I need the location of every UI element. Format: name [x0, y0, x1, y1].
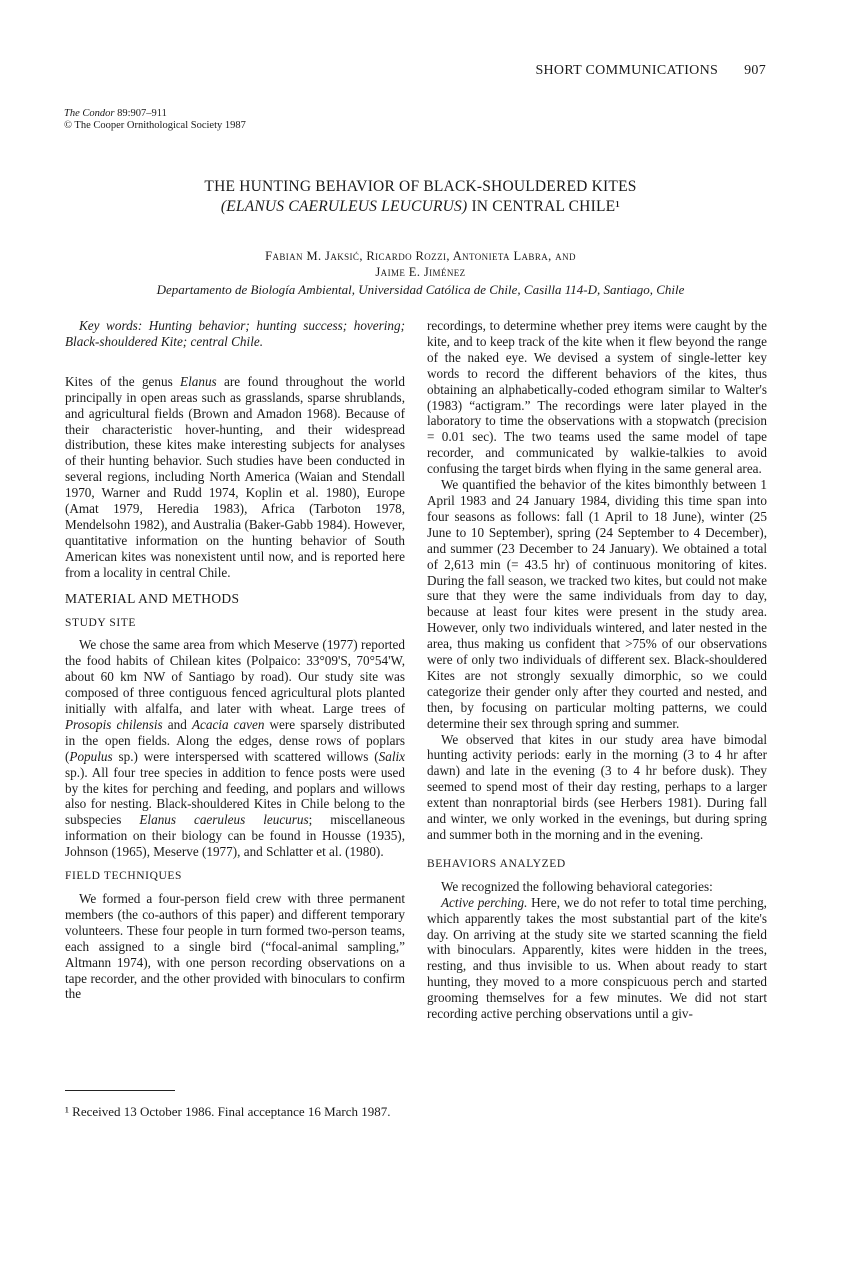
behavior-categories-intro: We recognized the following behavioral categories:: [441, 878, 713, 894]
title-line-2: [0, 197, 841, 217]
journal-citation: [64, 108, 246, 132]
running-head-section: SHORT COMMUNICATIONS: [535, 63, 719, 78]
subheading-behaviors: BEHAVIORS ANALYZED: [427, 857, 566, 870]
title-line-1: THE HUNTING BEHAVIOR OF BLACK-SHOULDERED KITES: [204, 178, 637, 195]
author-list: [0, 248, 841, 280]
footnote: ¹ Received 13 October 1986. Final acceptance 16 March 1987.: [65, 1104, 391, 1119]
footnote-divider: [65, 1090, 175, 1091]
authors-line-1: Fabian M. Jaksić, Ricardo Rozzi, Antonieta Labra, and: [265, 249, 576, 263]
title-species: (ELANUS CAERULEUS LEUCURUS): [220, 198, 468, 215]
activity-periods-paragraph: We observed that kites in our study area have bimodal hunting activity periods: early in the morning (3 to 4 hr after dawn) and late in the evening (3 to 4 hr before dusk). They seemed to spend most of their day resting, perhaps to a larger extent than nonraptorial birds (see Herbers 1981). During fall and winter, we only worked in the evenings, but during spring and summer both in the morning and in the evening.: [427, 731, 767, 842]
active-perching-paragraph: Active perching. Here, we do not refer to total time perching, which apparently takes the most substantial part of the kite's day. On arriving at the study site we started scanning the field with binoculars. Apparently, kites were hidden in the trees, resting, and thus invisible to us. When about ready to start hunting, they moved to a more conspicuous perch and started grooming themselves for a few minutes. We did not start recording active perching observations until a giv-: [427, 894, 767, 1022]
article-title: [0, 177, 841, 217]
study-site-paragraph: We chose the same area from which Meserve (1977) reported the food habits of Chilean kites (Polpaico: 33°09'S, 70°54'W, about 60 km NW of Santiago by road). Our study site was composed of three contiguous fenced agricultural plots planted initially with alfalfa, and later with wheat. Large trees of Prosopis chilensis and Acacia caven were sparsely distributed in the open fields. Along the edges, dense rows of poplars (Populus sp.) were interspersed with scattered willows (Salix sp.). All four tree species in addition to fence posts were used by the kites for perching and feeding, and poplars and willows also for nesting. Black-shouldered Kites in Chile belong to the subspecies Elanus caeruleus leucurus; miscellaneous information on their biology can be found in Housse (1935), Johnson (1965), Meserve (1977), and Schlatter et al. (1980).: [65, 637, 405, 860]
subheading-study-site: STUDY SITE: [65, 616, 137, 629]
keywords-label: Key words:: [79, 318, 143, 333]
intro-paragraph: Kites of the genus Elanus are found throughout the world principally in open areas such as grasslands, sparse shrublands, and agricultural fields (Brown and Amadon 1968). Because of their characteristic hover-hunting, and their widespread distribution, these kites make interesting subjects for analyses of their hunting behavior. Such studies have been conducted in several regions, including North America (Waian and Stendall 1970, Warner and Rudd 1974, Koplin et al. 1980), Europe (Amat 1979, Heredia 1983), Africa (Tarboton 1978, Mendelsohn 1982), and Australia (Baker-Gabb 1984). However, quantitative information on the hunting behavior of South American kites was nonexistent until now, and is reported here from a locality in central Chile.: [65, 373, 405, 580]
field-techniques-paragraph: We formed a four-person field crew with three permanent members (the co-authors of this paper) and different temporary volunteers. These four people in turn formed two-person teams, each assigned to a single bird (“focal-animal sampling,” Altmann 1974), with one person recording observations on a tape recorder, and the other provided with binoculars to confirm the: [65, 891, 405, 1002]
section-heading-material: MATERIAL AND METHODS: [65, 590, 240, 606]
methods-paragraph-continued: recordings, to determine whether prey items were caught by the kite, and to keep track of the kite when it flew beyond the range of the naked eye. We devised a system of single-letter key words to record the different behaviors of the kites, thus obtaining an alphabetically-coded ethogram similar to Walter's (1983) “actigram.” The recordings were later played in the laboratory to time the observations with a stopwatch (precision = 0.01 sec). The two teams used the same model of tape recorder, and communicated by walkie-talkies to avoid confusing the target birds when flying in the same general area.: [427, 318, 767, 477]
journal-copyright: © The Cooper Ornithological Society 1987: [64, 120, 246, 131]
right-column: [427, 318, 767, 1022]
subheading-field-techniques: FIELD TECHNIQUES: [65, 870, 183, 883]
keywords-text: Hunting behavior; hunting success; hovering; Black-shouldered Kite; central Chile.: [65, 318, 405, 349]
active-perching-label: Active perching.: [441, 894, 528, 910]
authors-line-2: Jaime E. Jiménez: [375, 265, 466, 279]
affiliation: Departamento de Biología Ambiental, Universidad Católica de Chile, Casilla 114-D, Santiago, Chile: [156, 282, 685, 297]
running-head: [535, 63, 766, 79]
journal-volume: 89:907–911: [114, 108, 167, 119]
page-number: 907: [744, 63, 766, 78]
quantification-paragraph: We quantified the behavior of the kites bimonthly between 1 April 1983 and 24 January 1984, dividing this time span into four seasons as follows: fall (1 April to 18 June), winter (25 June to 10 September), spring (24 September to 4 December), and summer (23 December to 24 January). We obtained a total of 2,613 min (= 43.5 hr) of continuous monitoring of kites. During the fall season, we tracked two kites, but could not make sure that they were the same individuals from day to day, because at least four kites were present in the study area. However, only two individuals wintered, and later nested in the area, thus making us confident that >75% of our observations were of only two individuals of different sex. Black-shouldered Kites are not strongly sexually dimorphic, so we could categorize their gender only after they courted and nested, and then, by focusing on particular molting patterns, we could determine their sex through spring and summer.: [427, 477, 767, 731]
title-location: IN CENTRAL CHILE¹: [467, 198, 621, 215]
keywords: [65, 318, 405, 350]
journal-name: The Condor: [64, 108, 115, 119]
left-column: [65, 318, 405, 1002]
